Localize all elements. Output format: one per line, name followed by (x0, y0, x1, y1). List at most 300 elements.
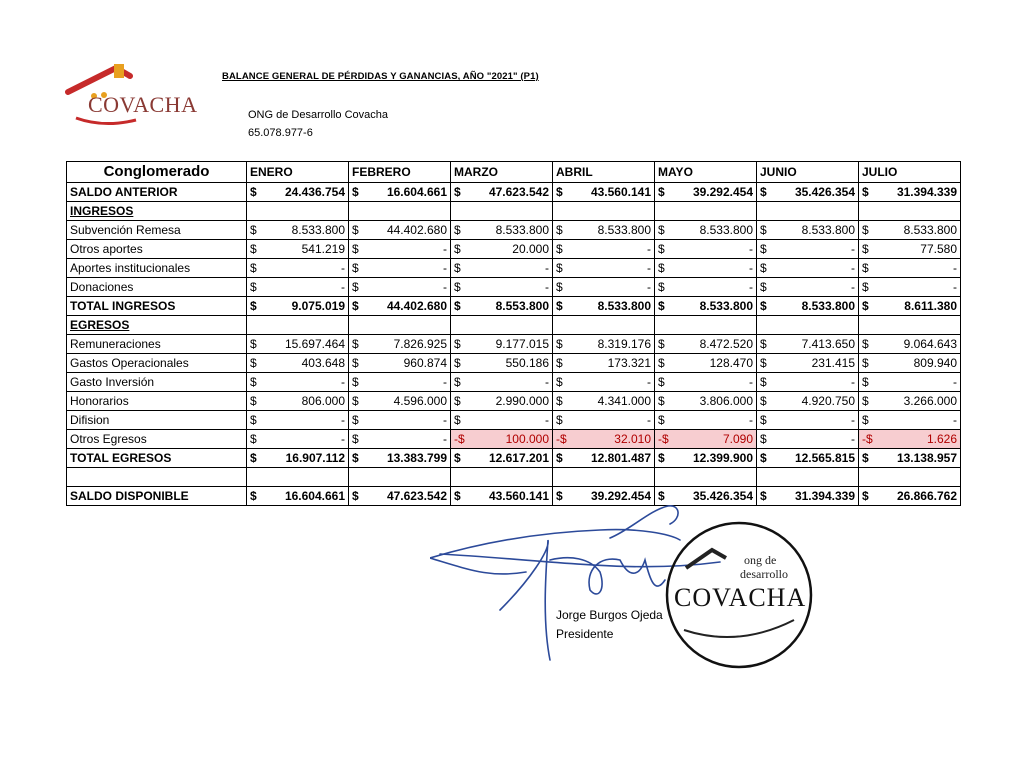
value-cell (247, 221, 349, 240)
value-cell (349, 373, 451, 392)
amount: - (749, 242, 753, 256)
amount: 20.000 (512, 242, 549, 256)
amount: 12.801.487 (590, 451, 651, 465)
amount: 31.394.339 (896, 185, 957, 199)
currency-symbol: $ (352, 432, 359, 446)
amount: 47.623.542 (386, 489, 447, 503)
value-cell (247, 335, 349, 354)
currency-symbol: $ (862, 451, 869, 465)
table-row (67, 392, 961, 411)
row-label: Subvención Remesa (67, 221, 247, 240)
value-cell (553, 297, 655, 316)
row-label: Gastos Operacionales (67, 354, 247, 373)
empty-cell (451, 202, 553, 221)
empty-cell (655, 316, 757, 335)
covacha-logo (64, 62, 204, 132)
value-cell (757, 259, 859, 278)
currency-symbol: $ (862, 375, 869, 389)
value-cell (349, 183, 451, 202)
currency-symbol: -$ (556, 432, 567, 446)
currency-symbol: $ (250, 185, 257, 199)
currency-symbol: $ (556, 356, 563, 370)
currency-symbol: $ (352, 299, 359, 313)
currency-symbol: $ (862, 223, 869, 237)
value-cell (349, 411, 451, 430)
organization-rut: 65.078.977-6 (248, 127, 313, 139)
amount: - (647, 413, 651, 427)
empty-cell (553, 316, 655, 335)
value-cell (859, 278, 961, 297)
currency-symbol: $ (556, 280, 563, 294)
value-cell (859, 183, 961, 202)
amount: 4.596.000 (393, 394, 447, 408)
currency-symbol: $ (862, 489, 869, 503)
row-label (67, 468, 247, 487)
currency-symbol: $ (658, 185, 665, 199)
value-cell (655, 392, 757, 411)
amount: 8.533.800 (699, 299, 753, 313)
value-cell (247, 259, 349, 278)
amount: - (851, 242, 855, 256)
document-title: BALANCE GENERAL DE PÉRDIDAS Y GANANCIAS, AÑO "2021" (P1) (222, 71, 539, 82)
currency-symbol: $ (760, 394, 767, 408)
currency-symbol: $ (454, 356, 461, 370)
table-row (67, 297, 961, 316)
amount: - (749, 375, 753, 389)
amount: 31.394.339 (794, 489, 855, 503)
value-cell (655, 449, 757, 468)
value-cell (553, 278, 655, 297)
table-row (67, 430, 961, 449)
amount: 809.940 (913, 356, 957, 370)
value-cell (349, 449, 451, 468)
value-cell (859, 354, 961, 373)
currency-symbol: $ (454, 223, 461, 237)
row-label: SALDO ANTERIOR (67, 183, 247, 202)
empty-cell (757, 468, 859, 487)
value-cell (247, 430, 349, 449)
amount: 7.826.925 (393, 337, 447, 351)
value-cell (553, 259, 655, 278)
currency-symbol: $ (250, 375, 257, 389)
currency-symbol: $ (862, 299, 869, 313)
value-cell (349, 335, 451, 354)
amount: 43.560.141 (590, 185, 651, 199)
currency-symbol: $ (352, 337, 359, 351)
empty-cell (859, 468, 961, 487)
currency-symbol: $ (352, 185, 359, 199)
amount: - (647, 280, 651, 294)
amount: 1.626 (926, 432, 957, 446)
amount: 4.341.000 (597, 394, 651, 408)
value-cell (757, 183, 859, 202)
value-cell (247, 449, 349, 468)
currency-symbol: $ (760, 280, 767, 294)
signer-role: Presidente (556, 627, 614, 641)
amount: 12.617.201 (488, 451, 549, 465)
stamp-line-1: ong de (744, 553, 777, 567)
header-month: JULIO (859, 162, 961, 183)
value-cell (247, 373, 349, 392)
value-cell (757, 221, 859, 240)
currency-symbol: $ (556, 185, 563, 199)
row-label: TOTAL INGRESOS (67, 297, 247, 316)
value-cell (757, 278, 859, 297)
value-cell (451, 240, 553, 259)
amount: 173.321 (607, 356, 651, 370)
stamp-line-3: COVACHA (674, 583, 807, 612)
value-cell (349, 278, 451, 297)
value-cell (655, 373, 757, 392)
table-row (67, 411, 961, 430)
currency-symbol: $ (454, 280, 461, 294)
value-cell (655, 354, 757, 373)
amount: 8.553.800 (495, 299, 549, 313)
currency-symbol: $ (352, 356, 359, 370)
row-label: Otros Egresos (67, 430, 247, 449)
empty-cell (553, 468, 655, 487)
amount: - (953, 375, 957, 389)
currency-symbol: $ (658, 280, 665, 294)
currency-symbol: $ (250, 299, 257, 313)
currency-symbol: $ (250, 223, 257, 237)
empty-cell (247, 202, 349, 221)
currency-symbol: $ (556, 489, 563, 503)
table-row (67, 335, 961, 354)
currency-symbol: $ (250, 489, 257, 503)
currency-symbol: $ (352, 413, 359, 427)
currency-symbol: $ (760, 337, 767, 351)
value-cell (757, 297, 859, 316)
amount: 9.075.019 (291, 299, 345, 313)
amount: 7.413.650 (801, 337, 855, 351)
amount: - (851, 261, 855, 275)
currency-symbol: $ (250, 242, 257, 256)
currency-symbol: $ (658, 451, 665, 465)
currency-symbol: $ (658, 242, 665, 256)
amount: 8.533.800 (801, 299, 855, 313)
currency-symbol: $ (250, 394, 257, 408)
value-cell (451, 259, 553, 278)
amount: 4.920.750 (801, 394, 855, 408)
amount: 7.090 (722, 432, 753, 446)
currency-symbol: $ (862, 356, 869, 370)
value-cell (757, 449, 859, 468)
amount: 8.533.800 (291, 223, 345, 237)
amount: - (443, 432, 447, 446)
value-cell (349, 221, 451, 240)
empty-cell (553, 202, 655, 221)
amount: 960.874 (403, 356, 447, 370)
currency-symbol: $ (556, 337, 563, 351)
currency-symbol: $ (352, 394, 359, 408)
currency-symbol: $ (760, 432, 767, 446)
amount: - (443, 375, 447, 389)
amount: 16.907.112 (285, 451, 345, 465)
balance-table (66, 161, 961, 506)
currency-symbol: $ (454, 413, 461, 427)
currency-symbol: $ (556, 242, 563, 256)
value-cell (247, 240, 349, 259)
currency-symbol: $ (556, 375, 563, 389)
currency-symbol: $ (454, 261, 461, 275)
value-cell (553, 354, 655, 373)
amount: 8.533.800 (903, 223, 957, 237)
currency-symbol: $ (556, 299, 563, 313)
row-label: Aportes institucionales (67, 259, 247, 278)
row-label: Difision (67, 411, 247, 430)
currency-symbol: $ (760, 375, 767, 389)
value-cell (655, 240, 757, 259)
amount: - (647, 242, 651, 256)
currency-symbol: $ (352, 280, 359, 294)
table-row (67, 449, 961, 468)
currency-symbol: $ (862, 413, 869, 427)
currency-symbol: $ (658, 375, 665, 389)
table-row (67, 202, 961, 221)
currency-symbol: $ (250, 280, 257, 294)
table-row (67, 354, 961, 373)
amount: - (647, 261, 651, 275)
value-cell (859, 221, 961, 240)
value-cell (553, 221, 655, 240)
amount: 24.436.754 (284, 185, 345, 199)
currency-symbol: $ (250, 261, 257, 275)
currency-symbol: $ (352, 489, 359, 503)
amount: - (851, 375, 855, 389)
header-month: MARZO (451, 162, 553, 183)
amount: 231.415 (811, 356, 855, 370)
currency-symbol: $ (250, 356, 257, 370)
value-cell (655, 430, 757, 449)
value-cell (553, 240, 655, 259)
currency-symbol: $ (250, 432, 257, 446)
empty-cell (757, 316, 859, 335)
value-cell (757, 354, 859, 373)
table-row (67, 221, 961, 240)
table-row (67, 278, 961, 297)
row-label: SALDO DISPONIBLE (67, 487, 247, 506)
currency-symbol: $ (658, 261, 665, 275)
empty-cell (349, 468, 451, 487)
currency-symbol: $ (454, 375, 461, 389)
currency-symbol: $ (352, 261, 359, 275)
currency-symbol: $ (862, 185, 869, 199)
amount: - (953, 261, 957, 275)
amount: 8.533.800 (699, 223, 753, 237)
value-cell (451, 354, 553, 373)
value-cell (451, 373, 553, 392)
amount: - (443, 261, 447, 275)
amount: - (851, 413, 855, 427)
value-cell (859, 430, 961, 449)
currency-symbol: $ (454, 489, 461, 503)
amount: - (341, 280, 345, 294)
currency-symbol: $ (760, 261, 767, 275)
value-cell (757, 373, 859, 392)
value-cell (655, 259, 757, 278)
header-month: FEBRERO (349, 162, 451, 183)
amount: 15.697.464 (284, 337, 345, 351)
currency-symbol: $ (760, 223, 767, 237)
currency-symbol: $ (658, 489, 665, 503)
value-cell (859, 373, 961, 392)
amount: 8.533.800 (495, 223, 549, 237)
amount: - (749, 280, 753, 294)
amount: - (341, 261, 345, 275)
header-month: JUNIO (757, 162, 859, 183)
value-cell (655, 221, 757, 240)
value-cell (247, 183, 349, 202)
value-cell (451, 221, 553, 240)
amount: 44.402.680 (386, 299, 447, 313)
value-cell (859, 411, 961, 430)
currency-symbol: $ (760, 413, 767, 427)
amount: 13.138.957 (896, 451, 957, 465)
amount: 128.470 (709, 356, 753, 370)
value-cell (859, 487, 961, 506)
amount: 100.000 (505, 432, 549, 446)
value-cell (553, 411, 655, 430)
table-row (67, 316, 961, 335)
row-label: Otros aportes (67, 240, 247, 259)
value-cell (247, 392, 349, 411)
amount: 77.580 (920, 242, 957, 256)
currency-symbol: $ (862, 337, 869, 351)
amount: - (953, 413, 957, 427)
value-cell (349, 392, 451, 411)
table-row (67, 373, 961, 392)
empty-cell (349, 316, 451, 335)
value-cell (859, 240, 961, 259)
amount: 8.533.800 (597, 223, 651, 237)
value-cell (859, 297, 961, 316)
currency-symbol: $ (658, 337, 665, 351)
value-cell (451, 449, 553, 468)
value-cell (247, 411, 349, 430)
table-row (67, 468, 961, 487)
value-cell (349, 240, 451, 259)
value-cell (757, 335, 859, 354)
row-label: TOTAL EGRESOS (67, 449, 247, 468)
amount: 39.292.454 (692, 185, 753, 199)
amount: 3.806.000 (699, 394, 753, 408)
row-label: INGRESOS (67, 202, 247, 221)
currency-symbol: $ (862, 261, 869, 275)
value-cell (859, 259, 961, 278)
table-row (67, 259, 961, 278)
empty-cell (655, 468, 757, 487)
value-cell (553, 430, 655, 449)
value-cell (859, 449, 961, 468)
signer-name: Jorge Burgos Ojeda (556, 608, 663, 622)
currency-symbol: $ (250, 413, 257, 427)
currency-symbol: -$ (658, 432, 669, 446)
amount: 8.533.800 (801, 223, 855, 237)
amount: 9.177.015 (495, 337, 549, 351)
amount: 2.990.000 (495, 394, 549, 408)
amount: 32.010 (614, 432, 651, 446)
currency-symbol: $ (760, 451, 767, 465)
currency-symbol: $ (862, 242, 869, 256)
amount: 47.623.542 (488, 185, 549, 199)
amount: 8.533.800 (597, 299, 651, 313)
amount: 8.472.520 (699, 337, 753, 351)
currency-symbol: $ (454, 337, 461, 351)
value-cell (451, 430, 553, 449)
header-month: ENERO (247, 162, 349, 183)
amount: - (341, 413, 345, 427)
value-cell (247, 278, 349, 297)
empty-cell (757, 202, 859, 221)
amount: 403.648 (301, 356, 345, 370)
value-cell (247, 354, 349, 373)
row-label: Donaciones (67, 278, 247, 297)
organization-stamp (664, 520, 814, 670)
empty-cell (859, 202, 961, 221)
currency-symbol: $ (760, 242, 767, 256)
amount: 12.399.900 (692, 451, 753, 465)
empty-cell (859, 316, 961, 335)
amount: 44.402.680 (386, 223, 447, 237)
currency-symbol: $ (760, 185, 767, 199)
currency-symbol: $ (352, 451, 359, 465)
currency-symbol: $ (760, 489, 767, 503)
row-label: Honorarios (67, 392, 247, 411)
value-cell (655, 297, 757, 316)
organization-name: ONG de Desarrollo Covacha (248, 109, 389, 121)
row-label: EGRESOS (67, 316, 247, 335)
currency-symbol: $ (250, 451, 257, 465)
amount: 541.219 (301, 242, 345, 256)
amount: - (443, 242, 447, 256)
value-cell (655, 335, 757, 354)
currency-symbol: $ (454, 394, 461, 408)
header-conglomerado: Conglomerado (67, 162, 247, 183)
row-label: Gasto Inversión (67, 373, 247, 392)
amount: 8.319.176 (597, 337, 651, 351)
amount: 16.604.661 (284, 489, 345, 503)
currency-symbol: $ (454, 242, 461, 256)
value-cell (757, 411, 859, 430)
empty-cell (247, 468, 349, 487)
value-cell (553, 335, 655, 354)
value-cell (859, 392, 961, 411)
header-month: ABRIL (553, 162, 655, 183)
currency-symbol: $ (454, 451, 461, 465)
value-cell (553, 373, 655, 392)
header-month: MAYO (655, 162, 757, 183)
value-cell (247, 487, 349, 506)
currency-symbol: $ (760, 299, 767, 313)
value-cell (451, 392, 553, 411)
currency-symbol: $ (862, 280, 869, 294)
currency-symbol: $ (352, 375, 359, 389)
value-cell (655, 183, 757, 202)
currency-symbol: -$ (454, 432, 465, 446)
value-cell (655, 411, 757, 430)
currency-symbol: $ (862, 394, 869, 408)
amount: - (443, 280, 447, 294)
amount: 35.426.354 (794, 185, 855, 199)
table-header-row (67, 162, 961, 183)
value-cell (349, 354, 451, 373)
value-cell (451, 335, 553, 354)
amount: 550.186 (505, 356, 549, 370)
amount: - (341, 375, 345, 389)
currency-symbol: $ (556, 261, 563, 275)
amount: 12.565.815 (794, 451, 855, 465)
